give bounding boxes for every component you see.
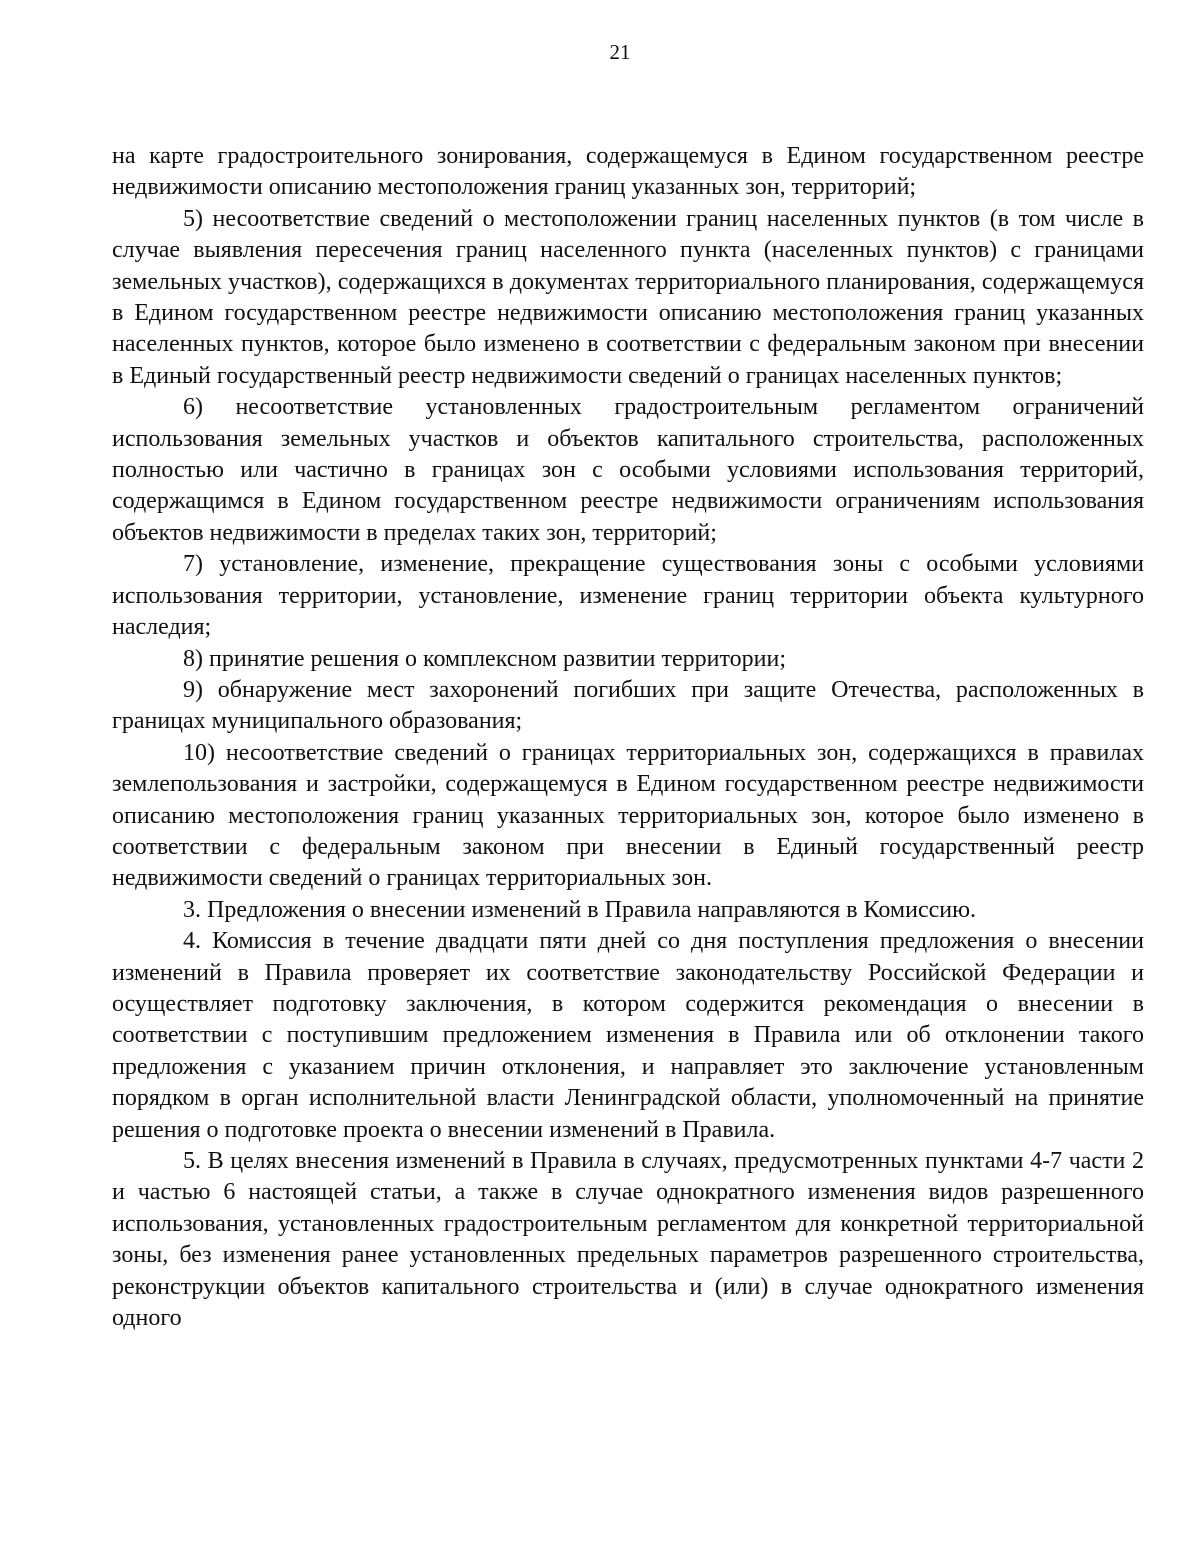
paragraph-section-4: 4. Комиссия в течение двадцати пяти дней со дня поступления предложения о внесении изменений в Правила проверяет их соответствие законодательству Российской Федерации и осуществляет подготовку заключения, в котором содержится рекомендация о внесении в соответствии с поступившим предложением изменения в Правила или об отклонении такого предложения с указанием причин отклонения, и направляет это заключение установленным порядком в орган исполнительной власти Ленинградской области, уполномоченный на принятие решения о подготовке проекта о внесении изменений в Правила.: [112, 928, 1144, 1143]
paragraph-item-7: 7) установление, изменение, прекращение существования зоны с особыми условиями использования территории, установление, изменение границ территории объекта культурного наследия;: [112, 551, 1144, 641]
paragraph-item-10: 10) несоответствие сведений о границах территориальных зон, содержащихся в правилах землепользования и застройки, содержащемуся в Едином государственном реестре недвижимости описанию местоположения границ указанных территориальных зон, которое было изменено в соответствии с федеральным законом при внесении в Единый государственный реестр недвижимости сведений о границах территориальных зон.: [112, 739, 1144, 892]
paragraph-item-5: 5) несоответствие сведений о местоположении границ населенных пунктов (в том числе в случае выявления пересечения границ населенного пункта (населенных пунктов) с границами земельных участков), содержащихся в документах территориального планирования, содержащемуся в Едином государственном реестре недвижимости описанию местоположения границ указанных населенных пунктов, которое было изменено в соответствии с федеральным законом при внесении в Единый государственный реестр недвижимости сведений о границах населенных пунктов;: [112, 205, 1144, 389]
paragraph-item-6: 6) несоответствие установленных градостроительным регламентом ограничений использования земельных участков и объектов капитального строительства, расположенных полностью или частично в границах зон с особыми условиями использования территорий, содержащимся в Едином государственном реестре недвижимости ограничениям использования объектов недвижимости в пределах таких зон, территорий;: [112, 394, 1144, 546]
page-number: 21: [609, 40, 631, 64]
document-body: [112, 141, 1144, 1334]
paragraph-item-8: 8) принятие решения о комплексном развитии территории;: [183, 645, 786, 672]
paragraph-continuation: на карте градостроительного зонирования, содержащемуся в Едином государственном реестре недвижимости описанию местоположения границ указанных зон, территорий;: [112, 143, 1144, 201]
paragraph-section-3: 3. Предложения о внесении изменений в Правила направляются в Комиссию.: [183, 896, 977, 923]
paragraph-section-5: 5. В целях внесения изменений в Правила в случаях, предусмотренных пунктами 4-7 части 2 и частью 6 настоящей статьи, а также в случае однократного изменения видов разрешенного использования, установленных градостроительным регламентом для конкретной территориальной зоны, без изменения ранее установленных предельных параметров разрешенного строительства, реконструкции объектов капитального строительства и (или) в случае однократного изменения одного: [112, 1148, 1144, 1332]
paragraph-item-9: 9) обнаружение мест захоронений погибших при защите Отечества, расположенных в границах муниципального образования;: [112, 676, 1144, 735]
